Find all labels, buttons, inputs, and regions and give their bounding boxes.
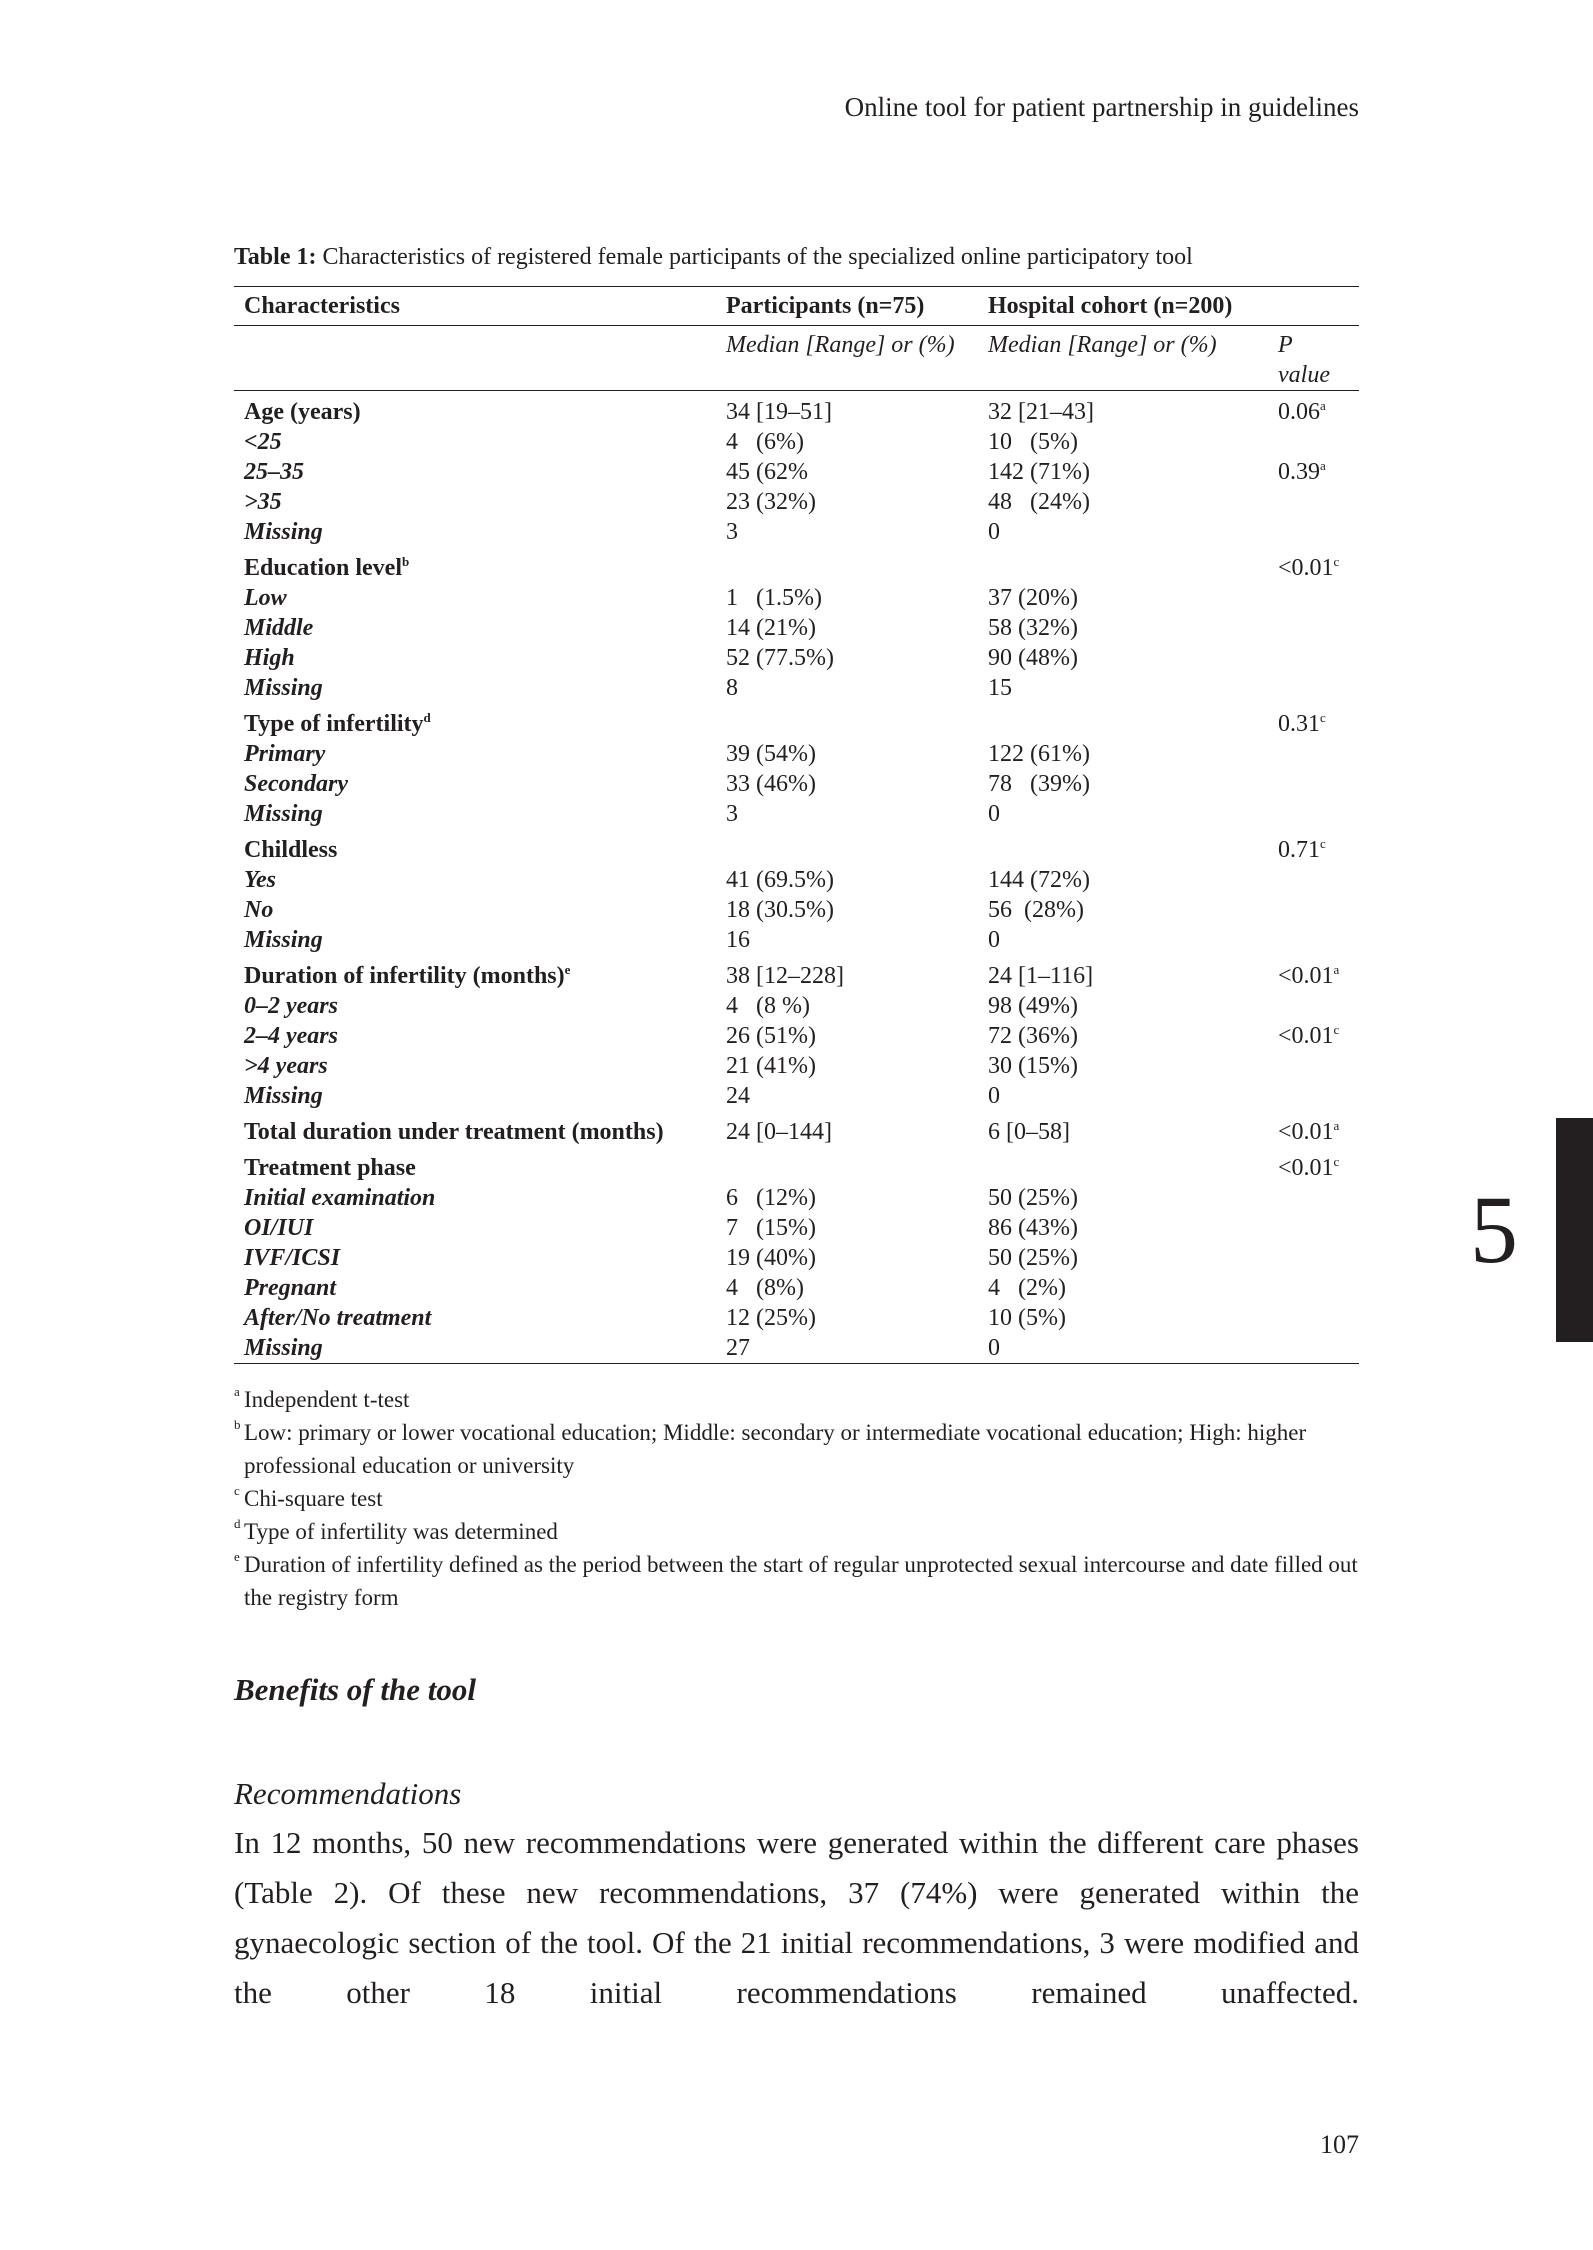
- row-label: Treatment phase: [244, 1155, 416, 1181]
- participants-cell: 24: [726, 1083, 750, 1109]
- p-value-cell: [1268, 643, 1359, 673]
- table-row: [234, 517, 1359, 547]
- hospital-cohort-cell: 4 (2%): [988, 1275, 1066, 1301]
- table-row: [234, 1147, 1359, 1183]
- hospital-cohort-cell: 0: [988, 519, 1000, 545]
- p-value-cell: 0.31$^c$: [1278, 710, 1326, 737]
- table-row: [234, 1021, 1359, 1051]
- p-value-cell: <0.01$^c$: [1278, 554, 1340, 581]
- row-label: Yes: [244, 867, 276, 893]
- table-header-row: [234, 287, 1359, 326]
- p-value-cell: <0.01$^a$: [1278, 962, 1340, 989]
- p-value-cell: [1268, 613, 1359, 643]
- row-label: Secondary: [244, 771, 348, 797]
- hospital-cohort-cell: 144 (72%): [988, 867, 1090, 893]
- participants-cell: 39 (54%): [726, 741, 816, 767]
- footnote: [234, 1548, 1359, 1614]
- running-head: Online tool for patient partnership in guidelines: [844, 92, 1359, 122]
- table-row: [234, 865, 1359, 895]
- table-row: [234, 1081, 1359, 1111]
- row-label: <25: [244, 429, 282, 455]
- table-row: [234, 1051, 1359, 1081]
- table-row: [234, 799, 1359, 829]
- p-value-cell: [1268, 1051, 1359, 1081]
- hospital-cohort-cell: 15: [988, 675, 1012, 701]
- footnote-text: Chi-square test: [244, 1486, 383, 1511]
- p-value-cell: [1268, 925, 1359, 955]
- participants-cell: 38 [12–228]: [726, 963, 844, 989]
- participants-cell: 18 (30.5%): [726, 897, 834, 923]
- body-paragraph: In 12 months, 50 new recommendations were generated within the different care phases (Table 2). Of these new recommendations, 37 (74%) were generated within the gynaecologic section of the tool. Of the 21 initial recommendations, 3 were modified and the other 18 initial recommendations remained unaffected.: [234, 1825, 1359, 2010]
- table-row: [234, 925, 1359, 955]
- p-value-cell: [1268, 517, 1359, 547]
- p-value-cell: [1268, 1273, 1359, 1303]
- column-header: Characteristics: [234, 287, 716, 326]
- table-row: [234, 1183, 1359, 1213]
- table-row: [234, 1213, 1359, 1243]
- participants-cell: 4 (6%): [726, 429, 804, 455]
- hospital-cohort-cell: 142 (71%): [988, 459, 1090, 485]
- page-number: 107: [1320, 2130, 1359, 2159]
- p-value-cell: [1268, 991, 1359, 1021]
- participants-cell: 12 (25%): [726, 1305, 816, 1331]
- table-row: [234, 895, 1359, 925]
- hospital-cohort-cell: 6 [0–58]: [988, 1119, 1070, 1145]
- p-value-cell: [1268, 1081, 1359, 1111]
- hospital-cohort-cell: 0: [988, 801, 1000, 827]
- hospital-cohort-cell: 24 [1–116]: [988, 963, 1094, 989]
- row-label: Total duration under treatment (months): [244, 1119, 664, 1145]
- table-row: [234, 955, 1359, 991]
- hospital-cohort-cell: 78 (39%): [988, 771, 1090, 797]
- table-caption-text: Characteristics of registered female participants of the specialized online participatory tool: [316, 244, 1193, 270]
- table-row: [234, 739, 1359, 769]
- table-row: [234, 547, 1359, 583]
- row-label: After/No treatment: [244, 1305, 432, 1331]
- row-label: 2–4 years: [244, 1023, 338, 1049]
- footnote: [234, 1515, 1359, 1548]
- hospital-cohort-cell: 0: [978, 1333, 1268, 1364]
- row-label: No: [244, 897, 274, 923]
- participants-cell: 3: [726, 801, 738, 827]
- footnote-text: Type of infertility was determined: [244, 1519, 558, 1544]
- participants-cell: 1 (1.5%): [726, 585, 822, 611]
- row-label: High: [244, 645, 295, 671]
- table-row: [234, 487, 1359, 517]
- participants-cell: 34 [19–51]: [726, 399, 832, 425]
- row-label: 25–35: [244, 459, 304, 485]
- participants-cell: [716, 547, 978, 583]
- table-row: [234, 427, 1359, 457]
- row-label: IVF/ICSI: [244, 1245, 341, 1271]
- footnote-mark: d: [234, 1516, 241, 1531]
- table-row: [234, 991, 1359, 1021]
- footnote-mark: a: [234, 1384, 240, 1399]
- participants-cell: 7 (15%): [726, 1215, 816, 1241]
- row-label: Missing: [244, 927, 323, 953]
- row-label: Low: [244, 585, 287, 611]
- p-value-cell: [1268, 1333, 1359, 1364]
- footnote-text: Duration of infertility defined as the period between the start of regular unprotected sexual intercourse and date filled out the registry form: [244, 1552, 1358, 1610]
- chapter-tab: [1556, 1118, 1593, 1342]
- row-label: Childless: [244, 837, 338, 863]
- table-footnotes: [234, 1383, 1359, 1614]
- hospital-cohort-cell: [978, 1147, 1268, 1183]
- column-subheader: Median [Range] or (%): [978, 326, 1268, 391]
- footnote: [234, 1383, 1359, 1416]
- row-label: Missing: [244, 801, 323, 827]
- p-value-cell: [1268, 487, 1359, 517]
- participants-cell: 3: [726, 519, 738, 545]
- row-label: Type of infertility$^d$: [244, 710, 431, 737]
- row-label: Middle: [244, 615, 314, 641]
- table-row: [234, 829, 1359, 865]
- footnote-text: Low: primary or lower vocational education; Middle: secondary or intermediate vocational education; High: higher professional education or university: [244, 1420, 1307, 1478]
- participants-cell: [716, 1147, 978, 1183]
- column-subheader: [234, 326, 716, 391]
- participants-cell: 14 (21%): [726, 615, 816, 641]
- hospital-cohort-cell: [978, 829, 1268, 865]
- table-caption-label: Table 1:: [234, 244, 317, 270]
- table-caption: [234, 244, 1359, 271]
- p-value-cell: <0.01$^c$: [1278, 1154, 1340, 1181]
- column-header: Hospital cohort (n=200): [978, 287, 1268, 326]
- characteristics-table: [234, 286, 1359, 1364]
- hospital-cohort-cell: [978, 703, 1268, 739]
- table-subheader-row: [234, 326, 1359, 391]
- table-row: [234, 457, 1359, 487]
- table-row: [234, 613, 1359, 643]
- participants-cell: 41 (69.5%): [726, 867, 834, 893]
- hospital-cohort-cell: 0: [988, 1083, 1000, 1109]
- footnote-mark: e: [234, 1549, 240, 1564]
- table-body: [234, 391, 1359, 1364]
- hospital-cohort-cell: 10 (5%): [988, 1305, 1066, 1331]
- hospital-cohort-cell: 37 (20%): [988, 585, 1078, 611]
- row-label: Missing: [244, 675, 323, 701]
- p-value-cell: 0.39$^a$: [1278, 458, 1326, 485]
- hospital-cohort-cell: [978, 547, 1268, 583]
- hospital-cohort-cell: 10 (5%): [988, 429, 1078, 455]
- row-label: >35: [244, 489, 282, 515]
- p-value-cell: [1268, 769, 1359, 799]
- hospital-cohort-cell: 122 (61%): [988, 741, 1090, 767]
- row-label: 0–2 years: [244, 993, 338, 1019]
- participants-cell: 33 (46%): [726, 771, 816, 797]
- participants-cell: 24 [0–144]: [726, 1119, 832, 1145]
- table-row: [234, 769, 1359, 799]
- p-value-cell: 0.71$^c$: [1278, 836, 1326, 863]
- row-label: Age (years): [244, 399, 361, 425]
- participants-cell: 21 (41%): [726, 1053, 816, 1079]
- hospital-cohort-cell: 56 (28%): [988, 897, 1084, 923]
- table-row: [234, 391, 1359, 428]
- hospital-cohort-cell: 86 (43%): [988, 1215, 1078, 1241]
- footnote: [234, 1482, 1359, 1515]
- p-value-cell: 0.06$^a$: [1278, 398, 1326, 425]
- p-value-cell: [1268, 583, 1359, 613]
- p-value-cell: [1268, 895, 1359, 925]
- hospital-cohort-cell: 50 (25%): [988, 1245, 1078, 1271]
- column-subheader: P value: [1268, 326, 1359, 391]
- participants-cell: [716, 703, 978, 739]
- hospital-cohort-cell: 98 (49%): [988, 993, 1078, 1019]
- table-row: [234, 1303, 1359, 1333]
- subsection-title: Recommendations: [234, 1776, 462, 1811]
- table-row: [234, 1333, 1359, 1364]
- table-row: [234, 1243, 1359, 1273]
- hospital-cohort-cell: 58 (32%): [988, 615, 1078, 641]
- hospital-cohort-cell: 32 [21–43]: [988, 399, 1094, 425]
- chapter-number: 5: [1470, 1176, 1518, 1283]
- hospital-cohort-cell: 48 (24%): [988, 489, 1090, 515]
- participants-cell: 45 (62%: [726, 459, 808, 485]
- hospital-cohort-cell: 50 (25%): [988, 1185, 1078, 1211]
- column-header: Participants (n=75): [716, 287, 978, 326]
- participants-cell: 19 (40%): [726, 1245, 816, 1271]
- hospital-cohort-cell: 0: [988, 927, 1000, 953]
- row-label: Pregnant: [244, 1275, 337, 1301]
- table-row: [234, 703, 1359, 739]
- participants-cell: 8: [726, 675, 738, 701]
- row-label: Duration of infertility (months)$^e$: [244, 962, 571, 989]
- p-value-cell: [1268, 1183, 1359, 1213]
- hospital-cohort-cell: 30 (15%): [988, 1053, 1078, 1079]
- footnote-mark: b: [234, 1417, 241, 1432]
- column-header: [1268, 287, 1359, 326]
- p-value-cell: [1268, 1303, 1359, 1333]
- row-label: >4 years: [244, 1053, 328, 1079]
- participants-cell: 4 (8%): [726, 1275, 804, 1301]
- row-label: Education level$^b$: [244, 554, 410, 581]
- row-label: Missing: [244, 1083, 323, 1109]
- p-value-cell: <0.01$^a$: [1278, 1118, 1340, 1145]
- footnote-text: Independent t-test: [244, 1387, 410, 1412]
- participants-cell: [716, 829, 978, 865]
- table-row: [234, 673, 1359, 703]
- footnote: [234, 1416, 1359, 1482]
- participants-cell: 27: [716, 1333, 978, 1364]
- p-value-cell: [1268, 427, 1359, 457]
- p-value-cell: [1268, 1243, 1359, 1273]
- p-value-cell: [1268, 865, 1359, 895]
- participants-cell: 23 (32%): [726, 489, 816, 515]
- participants-cell: 4 (8 %): [726, 993, 810, 1019]
- section-title: Benefits of the tool: [234, 1672, 476, 1707]
- hospital-cohort-cell: 72 (36%): [988, 1023, 1078, 1049]
- participants-cell: 6 (12%): [726, 1185, 816, 1211]
- table-row: [234, 1273, 1359, 1303]
- table-row: [234, 583, 1359, 613]
- table-row: [234, 1111, 1359, 1147]
- p-value-cell: <0.01$^c$: [1278, 1022, 1340, 1049]
- hospital-cohort-cell: 90 (48%): [988, 645, 1078, 671]
- row-label: OI/IUI: [244, 1215, 314, 1241]
- participants-cell: 26 (51%): [726, 1023, 816, 1049]
- p-value-cell: [1268, 673, 1359, 703]
- participants-cell: 16: [726, 927, 750, 953]
- row-label: Missing: [244, 519, 323, 545]
- row-label: Initial examination: [244, 1185, 436, 1211]
- footnote-mark: c: [234, 1483, 240, 1498]
- row-label: Missing: [234, 1333, 716, 1364]
- row-label: Primary: [244, 741, 326, 767]
- p-value-cell: [1268, 799, 1359, 829]
- column-subheader: Median [Range] or (%): [716, 326, 978, 391]
- p-value-cell: [1268, 1213, 1359, 1243]
- participants-cell: 52 (77.5%): [726, 645, 834, 671]
- table-row: [234, 643, 1359, 673]
- p-value-cell: [1268, 739, 1359, 769]
